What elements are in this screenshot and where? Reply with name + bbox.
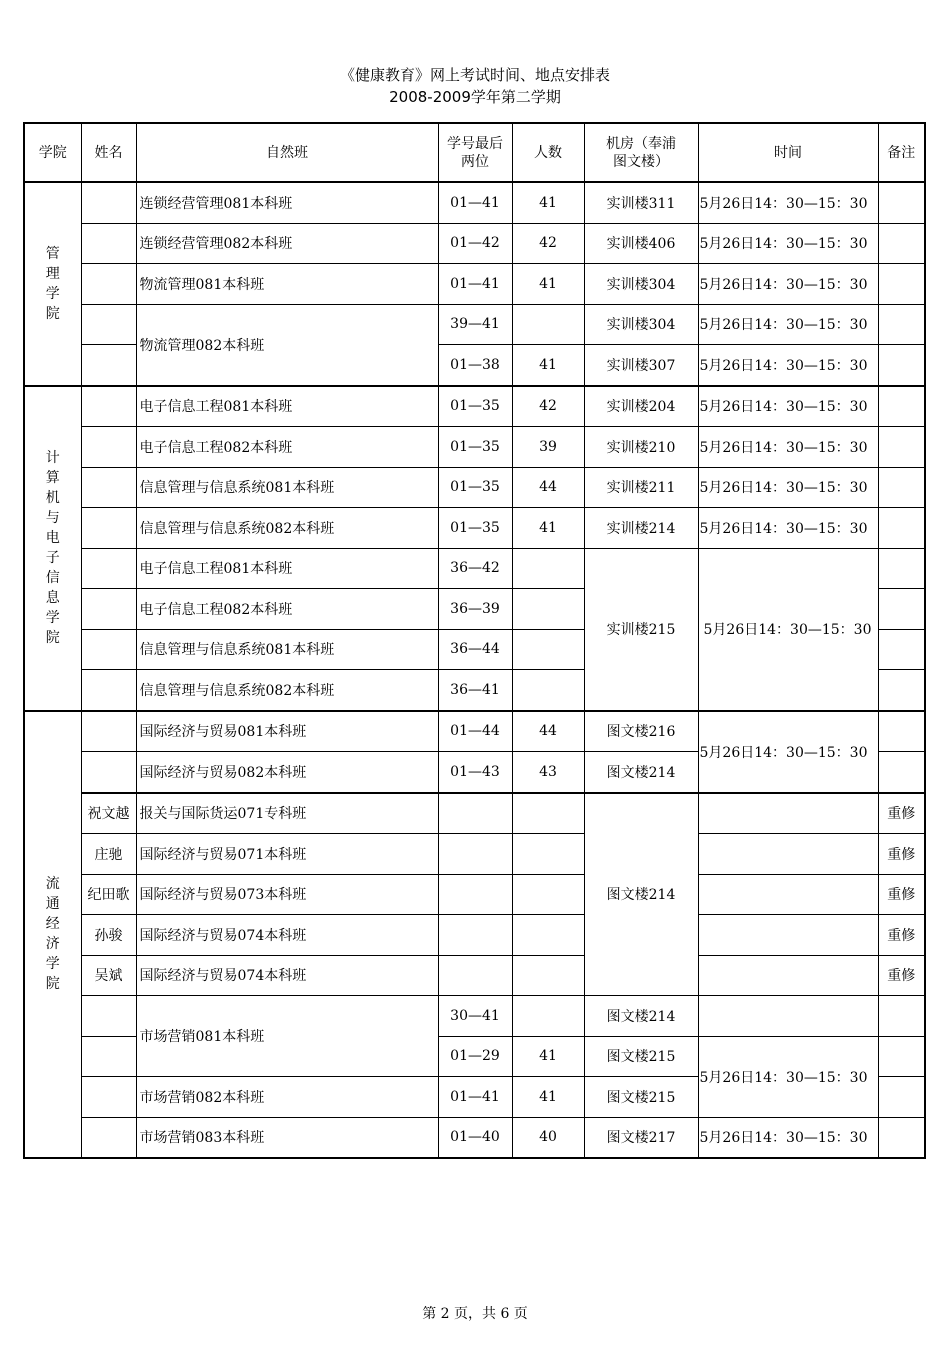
college-cell: 流通经济学院 — [24, 711, 81, 1159]
exam-room: 图文楼214 — [584, 752, 698, 793]
id-range: 01—35 — [438, 386, 512, 427]
exam-room: 实训楼311 — [584, 182, 698, 223]
class-name: 物流管理082本科班 — [136, 304, 438, 386]
exam-time: 5月26日14：30—15：30 — [698, 182, 878, 223]
exam-time: 5月26日14：30—15：30 — [698, 345, 878, 386]
student-count: 41 — [512, 508, 584, 549]
student-name — [81, 467, 136, 508]
student-name: 吴斌 — [81, 955, 136, 996]
exam-room: 图文楼215 — [584, 1077, 698, 1118]
class-name: 国际经济与贸易071本科班 — [136, 834, 438, 875]
class-name: 国际经济与贸易081本科班 — [136, 711, 438, 752]
id-range: 36—42 — [438, 548, 512, 589]
exam-room: 实训楼211 — [584, 467, 698, 508]
student-count: 41 — [512, 1077, 584, 1118]
exam-room: 实训楼215 — [584, 548, 698, 711]
note — [878, 589, 925, 630]
id-range — [438, 834, 512, 875]
student-name: 孙骏 — [81, 915, 136, 956]
header-class: 自然班 — [136, 123, 438, 182]
note — [878, 1036, 925, 1077]
exam-time — [698, 793, 878, 834]
id-range — [438, 955, 512, 996]
class-name: 连锁经营管理081本科班 — [136, 182, 438, 223]
class-name: 物流管理081本科班 — [136, 264, 438, 305]
student-name — [81, 670, 136, 711]
exam-time: 5月26日14：30—15：30 — [698, 427, 878, 468]
student-name — [81, 264, 136, 305]
note — [878, 711, 925, 752]
note: 重修 — [878, 915, 925, 956]
college-cell: 计算机与电子信息学院 — [24, 386, 81, 711]
student-name — [81, 304, 136, 345]
exam-time — [698, 915, 878, 956]
exam-room: 实训楼304 — [584, 264, 698, 305]
student-name — [81, 508, 136, 549]
class-name: 电子信息工程081本科班 — [136, 386, 438, 427]
exam-time: 5月26日14：30—15：30 — [698, 467, 878, 508]
student-count: 40 — [512, 1117, 584, 1158]
student-name — [81, 629, 136, 670]
note — [878, 182, 925, 223]
class-name: 电子信息工程082本科班 — [136, 427, 438, 468]
note — [878, 304, 925, 345]
note — [878, 670, 925, 711]
class-name: 信息管理与信息系统081本科班 — [136, 467, 438, 508]
id-range — [438, 915, 512, 956]
class-name: 信息管理与信息系统081本科班 — [136, 629, 438, 670]
student-count: 39 — [512, 427, 584, 468]
exam-time — [698, 834, 878, 875]
id-range: 36—41 — [438, 670, 512, 711]
page-title: 《健康教育》网上考试时间、地点安排表 — [339, 66, 610, 84]
class-name: 市场营销083本科班 — [136, 1117, 438, 1158]
student-count: 42 — [512, 386, 584, 427]
exam-room: 实训楼214 — [584, 508, 698, 549]
id-range: 01—35 — [438, 467, 512, 508]
table-row — [24, 711, 925, 752]
student-name — [81, 1077, 136, 1118]
class-name: 电子信息工程082本科班 — [136, 589, 438, 630]
student-count — [512, 304, 584, 345]
id-range: 01—44 — [438, 711, 512, 752]
class-name: 电子信息工程081本科班 — [136, 548, 438, 589]
id-range: 30—41 — [438, 996, 512, 1037]
student-name — [81, 223, 136, 264]
table-row — [24, 467, 925, 508]
table-row — [24, 508, 925, 549]
id-range — [438, 874, 512, 915]
student-count — [512, 793, 584, 834]
exam-room: 图文楼214 — [584, 793, 698, 996]
note — [878, 264, 925, 305]
note — [878, 508, 925, 549]
header-college: 学院 — [24, 123, 81, 182]
exam-time: 5月26日14：30—15：30 — [698, 1036, 878, 1117]
header-id-range: 学号最后两位 — [438, 123, 512, 182]
student-count — [512, 548, 584, 589]
id-range: 01—41 — [438, 1077, 512, 1118]
student-name — [81, 589, 136, 630]
exam-room: 图文楼216 — [584, 711, 698, 752]
exam-time: 5月26日14：30—15：30 — [698, 508, 878, 549]
header-name: 姓名 — [81, 123, 136, 182]
table-row — [24, 264, 925, 305]
exam-room: 实训楼210 — [584, 427, 698, 468]
student-name — [81, 752, 136, 793]
class-name: 市场营销082本科班 — [136, 1077, 438, 1118]
student-count — [512, 996, 584, 1037]
id-range: 01—40 — [438, 1117, 512, 1158]
student-count: 44 — [512, 711, 584, 752]
id-range: 39—41 — [438, 304, 512, 345]
id-range: 01—35 — [438, 508, 512, 549]
student-count — [512, 874, 584, 915]
table-row — [24, 386, 925, 427]
student-name: 祝文越 — [81, 793, 136, 834]
exam-room: 实训楼406 — [584, 223, 698, 264]
class-name: 信息管理与信息系统082本科班 — [136, 670, 438, 711]
note: 重修 — [878, 834, 925, 875]
header-time: 时间 — [698, 123, 878, 182]
note — [878, 1077, 925, 1118]
table-row — [24, 955, 925, 996]
exam-room: 图文楼217 — [584, 1117, 698, 1158]
table-row — [24, 182, 925, 223]
note — [878, 345, 925, 386]
student-count — [512, 915, 584, 956]
id-range: 01—41 — [438, 182, 512, 223]
note — [878, 548, 925, 589]
student-name — [81, 1117, 136, 1158]
exam-room: 图文楼214 — [584, 996, 698, 1037]
student-count — [512, 670, 584, 711]
student-name — [81, 182, 136, 223]
class-name: 国际经济与贸易074本科班 — [136, 955, 438, 996]
note — [878, 427, 925, 468]
exam-time: 5月26日14：30—15：30 — [698, 304, 878, 345]
exam-time — [698, 955, 878, 996]
page-footer: 第 2 页，共 6 页 — [422, 1306, 528, 1322]
class-name: 国际经济与贸易073本科班 — [136, 874, 438, 915]
student-count: 41 — [512, 182, 584, 223]
student-name — [81, 427, 136, 468]
note: 重修 — [878, 874, 925, 915]
exam-time: 5月26日14：30—15：30 — [698, 1117, 878, 1158]
student-count: 43 — [512, 752, 584, 793]
student-name: 纪田歌 — [81, 874, 136, 915]
exam-time: 5月26日14：30—15：30 — [698, 264, 878, 305]
id-range: 01—35 — [438, 427, 512, 468]
student-name — [81, 386, 136, 427]
table-row — [24, 834, 925, 875]
id-range: 01—29 — [438, 1036, 512, 1077]
student-count — [512, 589, 584, 630]
student-count: 41 — [512, 264, 584, 305]
student-name — [81, 1036, 136, 1077]
id-range: 36—39 — [438, 589, 512, 630]
header-note: 备注 — [878, 123, 925, 182]
class-name: 国际经济与贸易074本科班 — [136, 915, 438, 956]
id-range — [438, 793, 512, 834]
class-name: 国际经济与贸易082本科班 — [136, 752, 438, 793]
student-count — [512, 834, 584, 875]
class-name: 市场营销081本科班 — [136, 996, 438, 1077]
exam-time: 5月26日14：30—15：30 — [698, 386, 878, 427]
exam-room: 实训楼204 — [584, 386, 698, 427]
student-count: 44 — [512, 467, 584, 508]
note — [878, 467, 925, 508]
student-count: 41 — [512, 1036, 584, 1077]
table-row — [24, 1117, 925, 1158]
note: 重修 — [878, 955, 925, 996]
exam-time — [698, 996, 878, 1037]
student-name — [81, 345, 136, 386]
note — [878, 752, 925, 793]
note — [878, 629, 925, 670]
exam-room: 实训楼307 — [584, 345, 698, 386]
class-name: 信息管理与信息系统082本科班 — [136, 508, 438, 549]
exam-room: 图文楼215 — [584, 1036, 698, 1077]
class-name: 连锁经营管理082本科班 — [136, 223, 438, 264]
exam-time: 5月26日14：30—15：30 — [698, 223, 878, 264]
id-range: 01—43 — [438, 752, 512, 793]
exam-time — [698, 874, 878, 915]
student-count: 41 — [512, 345, 584, 386]
student-name — [81, 711, 136, 752]
note — [878, 1117, 925, 1158]
college-cell: 管理学院 — [24, 182, 81, 386]
header-row — [24, 123, 925, 182]
exam-time: 5月26日14：30—15：30 — [698, 711, 878, 793]
table-row — [24, 427, 925, 468]
table-row — [24, 874, 925, 915]
exam-time: 5月26日14：30—15：30 — [698, 548, 878, 711]
note — [878, 386, 925, 427]
note — [878, 996, 925, 1037]
student-count: 42 — [512, 223, 584, 264]
student-name — [81, 548, 136, 589]
table-row — [24, 915, 925, 956]
exam-room: 实训楼304 — [584, 304, 698, 345]
id-range: 01—41 — [438, 264, 512, 305]
table-row — [24, 793, 925, 834]
table-row — [24, 548, 925, 589]
note — [878, 223, 925, 264]
student-name: 庄驰 — [81, 834, 136, 875]
id-range: 01—38 — [438, 345, 512, 386]
header-count: 人数 — [512, 123, 584, 182]
id-range: 01—42 — [438, 223, 512, 264]
student-count — [512, 955, 584, 996]
id-range: 36—44 — [438, 629, 512, 670]
student-name — [81, 996, 136, 1037]
table-row — [24, 304, 925, 345]
student-count — [512, 629, 584, 670]
note: 重修 — [878, 793, 925, 834]
header-room: 机房（奉浦图文楼） — [584, 123, 698, 182]
page-subtitle: 2008-2009学年第二学期 — [389, 88, 561, 106]
class-name: 报关与国际货运071专科班 — [136, 793, 438, 834]
exam-schedule-table — [23, 122, 926, 1159]
table-row — [24, 223, 925, 264]
table-row — [24, 996, 925, 1037]
